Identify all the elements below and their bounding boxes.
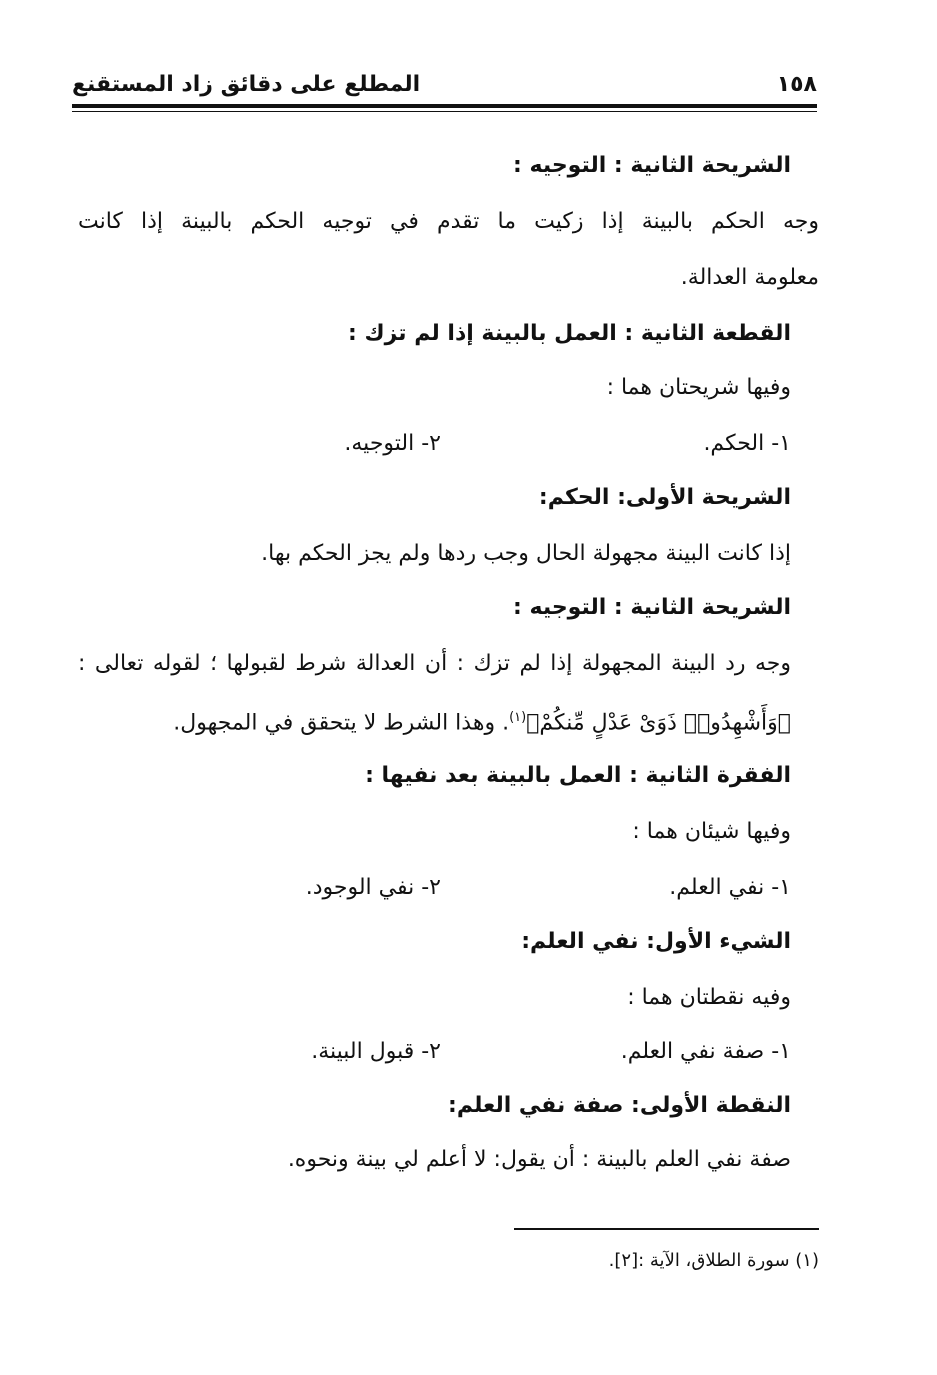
heading-nuqta-1: النقطة الأولى: صفة نفي العلم: bbox=[448, 1093, 791, 1118]
heading-hukm: الشريحة الأولى: الحكم: bbox=[538, 485, 791, 510]
header-rule-thick bbox=[72, 104, 817, 108]
enum-item-1: ١- صفة نفي العلم. bbox=[620, 1039, 791, 1064]
enum-item-1: ١- الحكم. bbox=[703, 431, 791, 456]
paragraph-line: صفة نفي العلم بالبينة : أن يقول: لا أعلم لي بينة ونحوه. bbox=[287, 1147, 791, 1172]
paragraph-continuation: . وهذا الشرط لا يتحقق في المجهول. bbox=[173, 710, 510, 736]
page-header bbox=[72, 62, 817, 102]
header-rule-thin bbox=[72, 111, 817, 112]
enum-item-2: ٢- قبول البينة. bbox=[311, 1039, 441, 1064]
footnote-separator bbox=[514, 1228, 819, 1230]
heading-tawjih-1: الشريحة الثانية : التوجيه : bbox=[513, 153, 791, 178]
footnote-marker: (١) bbox=[509, 710, 527, 725]
heading-tawjih-2: الشريحة الثانية : التوجيه : bbox=[513, 595, 791, 620]
running-title: المطلع على دقائق زاد المستقنع bbox=[72, 72, 421, 97]
heading-faqra-2: الفقرة الثانية : العمل بالبينة بعد نفيها : bbox=[365, 763, 791, 788]
enumeration-row bbox=[271, 428, 791, 460]
page-number: ١٥٨ bbox=[776, 72, 817, 97]
enumeration-row bbox=[271, 872, 791, 904]
enumeration-row bbox=[271, 1036, 791, 1068]
paragraph-line: وفيه نقطتان هما : bbox=[627, 985, 791, 1010]
paragraph-line: وجه الحكم بالبينة إذا زكيت ما تقدم في توجيه الحكم بالبينة إذا كانت bbox=[78, 209, 819, 234]
paragraph-line: وفيها شيئان هما : bbox=[632, 819, 791, 844]
paragraph-line: وفيها شريحتان هما : bbox=[606, 375, 791, 400]
quran-verse: ﴿وَأَشْهِدُوا۟ ذَوَىْ عَدْلٍ مِّنكُمْ﴾ bbox=[526, 710, 791, 736]
enum-item-1: ١- نفي العلم. bbox=[669, 875, 791, 900]
enum-item-2: ٢- التوجيه. bbox=[344, 431, 441, 456]
heading-shay-1: الشيء الأول: نفي العلم: bbox=[521, 929, 791, 954]
paragraph-line: معلومة العدالة. bbox=[680, 265, 819, 290]
paragraph-line: وجه رد البينة المجهولة إذا لم تزك : أن العدالة شرط لقبولها ؛ لقوله تعالى : bbox=[78, 651, 791, 676]
footnote: (١) سورة الطلاق، الآية :[٢]. bbox=[608, 1250, 819, 1271]
paragraph-line-quran bbox=[173, 702, 791, 739]
paragraph-line: إذا كانت البينة مجهولة الحال وجب ردها ولم يجز الحكم بها. bbox=[261, 541, 791, 566]
heading-qitaa-2: القطعة الثانية : العمل بالبينة إذا لم تزك : bbox=[348, 321, 791, 346]
enum-item-2: ٢- نفي الوجود. bbox=[305, 875, 441, 900]
